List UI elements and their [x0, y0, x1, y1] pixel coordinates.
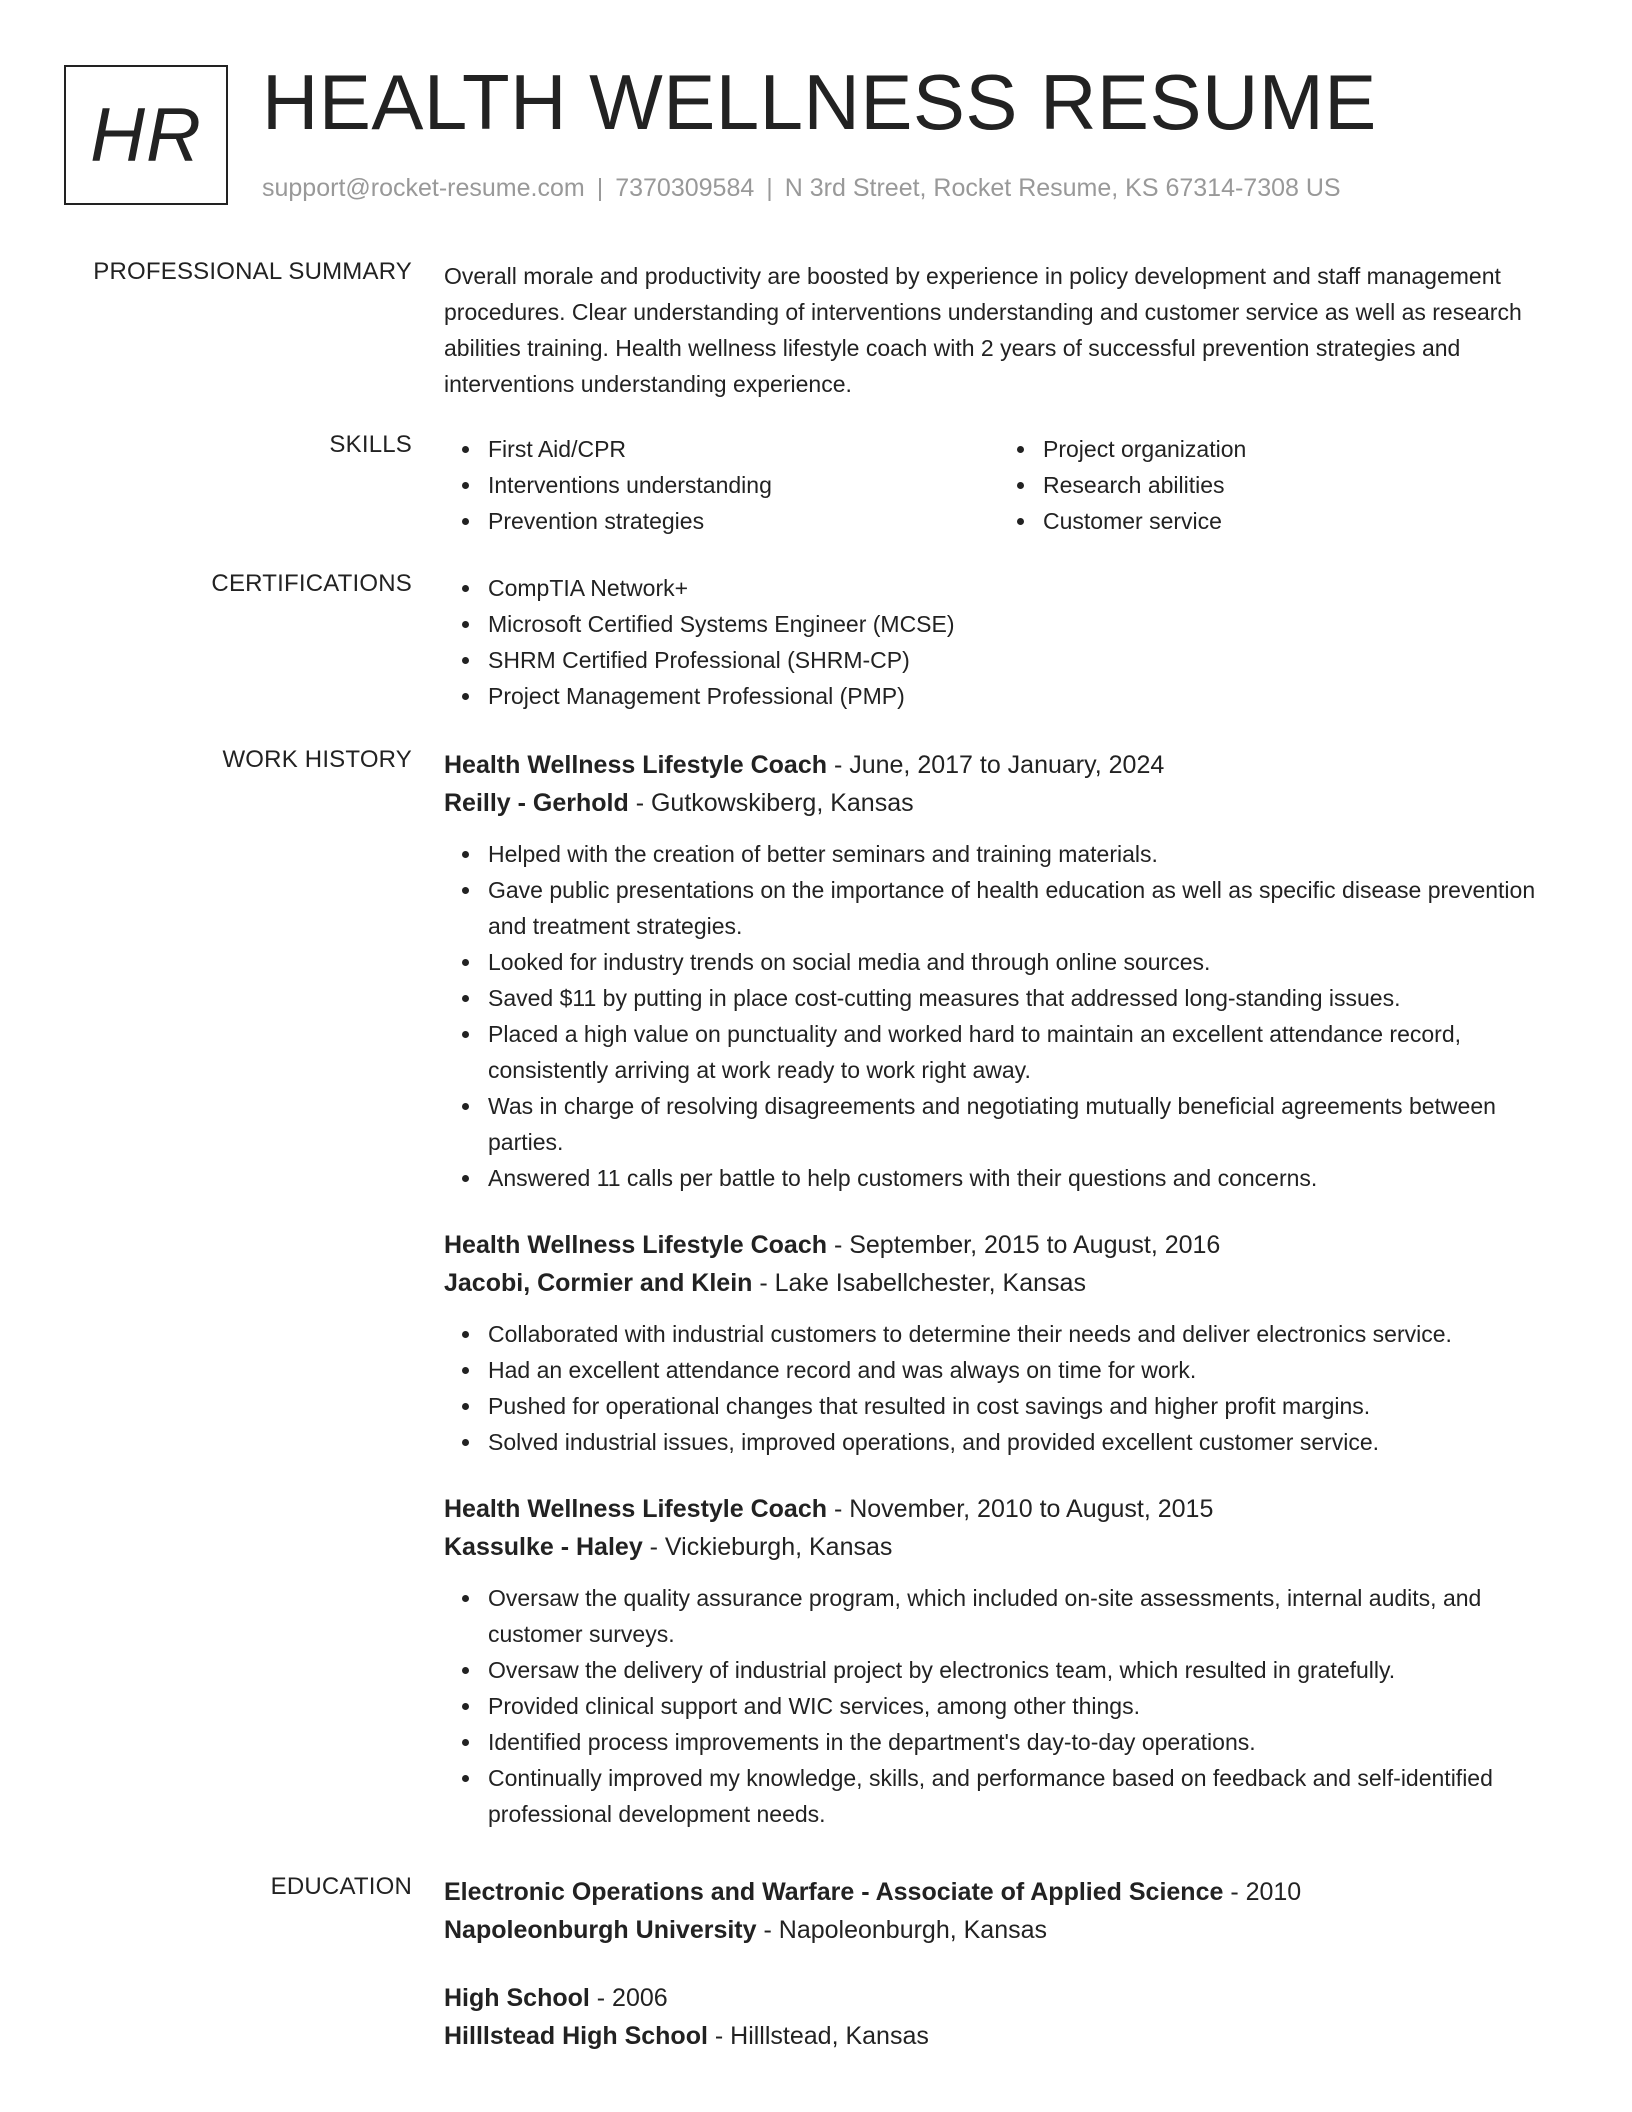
job-location: - Gutkowskiberg, Kansas [628, 789, 914, 817]
skill-item: Project organization [1043, 431, 1554, 467]
job-bullet: Looked for industry trends on social media and through online sources. [488, 944, 1554, 980]
education-school-line [444, 1911, 1554, 1949]
job-bullet: Continually improved my knowledge, skills, and performance based on feedback and self-identified professional development needs. [488, 1760, 1554, 1832]
job-bullet: Collaborated with industrial customers to determine their needs and deliver electronics service. [488, 1316, 1554, 1352]
education-year: - 2010 [1223, 1878, 1302, 1906]
section-label-skills: SKILLS [329, 431, 412, 458]
certification-item: SHRM Certified Professional (SHRM-CP) [488, 642, 1554, 678]
education-degree: High School [444, 1984, 590, 2012]
section-label-summary: PROFESSIONAL SUMMARY [93, 258, 412, 285]
job-bullet: Oversaw the quality assurance program, which included on-site assessments, internal audits, and customer surveys. [488, 1580, 1554, 1652]
section-label-education: EDUCATION [270, 1873, 412, 1900]
job-title-line [444, 1226, 1554, 1264]
job-bullet: Identified process improvements in the department's day-to-day operations. [488, 1724, 1554, 1760]
contact-separator: | [766, 174, 773, 202]
work-history-body [444, 746, 1554, 1832]
summary-text: Overall morale and productivity are boosted by experience in policy development and staff management procedures. Clear understanding of interventions understanding and customer service as well as research abilities training. Health wellness lifestyle coach with 2 years of successful prevention strategies and interventions understanding experience. [444, 263, 1522, 397]
certifications-list [444, 570, 1554, 714]
job-entry [444, 1226, 1554, 1460]
contact-email: support@rocket-resume.com [262, 174, 585, 202]
monogram-box [64, 65, 228, 205]
skill-item: Interventions understanding [488, 467, 999, 503]
job-title-line [444, 1490, 1554, 1528]
contact-phone: 7370309584 [615, 174, 755, 202]
job-bullets [444, 1316, 1554, 1460]
contact-separator: | [596, 174, 604, 202]
job-org-line [444, 1528, 1554, 1566]
job-bullet: Answered 11 calls per battle to help customers with their questions and concerns. [488, 1160, 1554, 1196]
job-bullet: Gave public presentations on the importance of health education as well as specific disease prevention and treatment strategies. [488, 872, 1554, 944]
education-body [444, 1873, 1554, 2055]
job-bullet: Pushed for operational changes that resulted in cost savings and higher profit margins. [488, 1388, 1554, 1424]
education-degree-line [444, 1979, 1554, 2017]
job-title: Health Wellness Lifestyle Coach [444, 751, 827, 779]
job-title-line [444, 746, 1554, 784]
job-org-line [444, 1264, 1554, 1302]
job-dates: - September, 2015 to August, 2016 [827, 1231, 1221, 1259]
job-bullet: Saved $11 by putting in place cost-cutting measures that addressed long-standing issues. [488, 980, 1554, 1016]
skills-column-2 [999, 431, 1554, 539]
education-entry [444, 1979, 1554, 2055]
section-label-work-history: WORK HISTORY [222, 746, 412, 773]
job-bullet: Provided clinical support and WIC services, among other things. [488, 1688, 1554, 1724]
certification-item: Microsoft Certified Systems Engineer (MCSE) [488, 606, 1554, 642]
job-entry [444, 1490, 1554, 1832]
job-entry [444, 746, 1554, 1196]
certification-item: Project Management Professional (PMP) [488, 678, 1554, 714]
job-bullet: Was in charge of resolving disagreements and negotiating mutually beneficial agreements between parties. [488, 1088, 1554, 1160]
job-location: - Lake Isabellchester, Kansas [752, 1269, 1086, 1297]
education-entry [444, 1873, 1554, 1949]
certifications-body [444, 570, 1554, 714]
job-dates: - June, 2017 to January, 2024 [827, 751, 1165, 779]
education-location: - Napoleonburgh, Kansas [756, 1916, 1048, 1944]
skills-column-1 [444, 431, 999, 539]
job-company: Kassulke - Haley [444, 1533, 643, 1561]
education-school: Napoleonburgh University [444, 1916, 757, 1944]
monogram-initials: HR [90, 92, 202, 178]
job-bullet: Had an excellent attendance record and was always on time for work. [488, 1352, 1554, 1388]
job-title: Health Wellness Lifestyle Coach [444, 1231, 827, 1259]
job-location: - Vickieburgh, Kansas [642, 1533, 893, 1561]
job-dates: - November, 2010 to August, 2015 [827, 1495, 1214, 1523]
job-bullet: Placed a high value on punctuality and worked hard to maintain an excellent attendance record, consistently arriving at work ready to work right away. [488, 1016, 1554, 1088]
education-degree-line [444, 1873, 1554, 1911]
job-title: Health Wellness Lifestyle Coach [444, 1495, 827, 1523]
education-location: - Hilllstead, Kansas [707, 2022, 929, 2050]
skill-item: Research abilities [1043, 467, 1554, 503]
job-company: Reilly - Gerhold [444, 789, 629, 817]
certification-item: CompTIA Network+ [488, 570, 1554, 606]
job-bullet: Solved industrial issues, improved operations, and provided excellent customer service. [488, 1424, 1554, 1460]
job-bullet: Oversaw the delivery of industrial project by electronics team, which resulted in gratefully. [488, 1652, 1554, 1688]
education-school-line [444, 2017, 1554, 2055]
job-bullets [444, 1580, 1554, 1832]
education-school: Hilllstead High School [444, 2022, 708, 2050]
resume-title: HEALTH WELLNESS RESUME [262, 58, 1377, 146]
contact-line [262, 174, 1341, 203]
job-company: Jacobi, Cormier and Klein [444, 1269, 753, 1297]
job-org-line [444, 784, 1554, 822]
skill-item: Customer service [1043, 503, 1554, 539]
section-label-certifications: CERTIFICATIONS [211, 570, 412, 597]
contact-address: N 3rd Street, Rocket Resume, KS 67314-7308 US [784, 174, 1341, 202]
skills-grid [444, 431, 1554, 539]
education-degree: Electronic Operations and Warfare - Associate of Applied Science [444, 1878, 1224, 1906]
skill-item: First Aid/CPR [488, 431, 999, 467]
skill-item: Prevention strategies [488, 503, 999, 539]
education-year: - 2006 [589, 1984, 668, 2012]
job-bullet: Helped with the creation of better seminars and training materials. [488, 836, 1554, 872]
job-bullets [444, 836, 1554, 1196]
